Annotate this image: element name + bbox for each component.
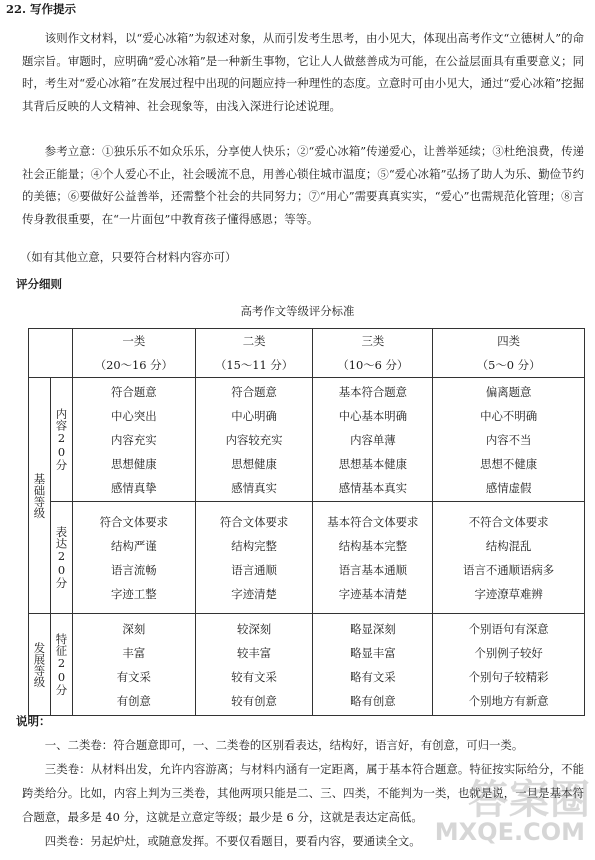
feature-label: 特征20分	[54, 633, 69, 696]
criterion: 个别句子较精彩	[468, 669, 549, 684]
level-basic-label: 基础等级	[32, 472, 47, 519]
header-name: 二类	[242, 334, 266, 348]
expression-cell-2	[195, 502, 313, 614]
content-cell-3	[313, 378, 433, 502]
criterion: 思想健康	[231, 456, 277, 471]
header-range: （20～16 分）	[94, 358, 173, 372]
criterion: 有创意	[116, 693, 151, 708]
criterion: 较丰富	[237, 645, 272, 660]
expression-label: 表达20分	[54, 526, 69, 589]
criterion: 思想基本健康	[338, 456, 408, 471]
content-cell-4	[433, 378, 585, 502]
criterion: 语言流畅	[111, 562, 157, 577]
content-cell-2	[195, 378, 313, 502]
criterion: 语言通顺	[231, 562, 277, 577]
section-title: 评分细则	[16, 277, 62, 291]
criterion: 字迹工整	[111, 586, 157, 601]
criterion: 较有文采	[231, 669, 277, 684]
criterion: 中心突出	[111, 408, 157, 423]
criterion: 略有创意	[350, 693, 396, 708]
criterion: 结构基本完整	[338, 538, 408, 553]
criterion: 字迹潦草难辨	[474, 586, 543, 601]
criterion: 不符合文体要求	[468, 514, 549, 529]
criterion: 内容较充实	[225, 432, 283, 447]
expression-cell-3	[313, 502, 433, 614]
criterion: 思想健康	[111, 456, 157, 471]
content-row	[29, 378, 585, 502]
expression-cell-1	[72, 502, 195, 614]
header-range: （5～0 分）	[476, 358, 541, 372]
criterion: 深刻	[122, 621, 146, 636]
criterion: 结构完整	[231, 538, 277, 553]
content-cell-1	[72, 378, 195, 502]
reference-ideas-paragraph: 参考立意：①独乐乐不如众乐乐，分享使人快乐；②“爱心冰箱”传递爱心，让善举延续；③杜绝浪费，传递社会正能量；④个人爱心不止，社会暖流不息，用善心锁住城市温度；⑤“爱心冰箱”弘扬了助人为乐、勤俭节约的美德；⑥要做好公益善举，还需整个社会的共同努力；⑦“用心”需要真真实实，“爱心”也需规范化管理；⑧言传身教很重要，在“一片面包”中教育孩子懂得感恩；等等。	[22, 144, 584, 226]
criterion: 基本符合题意	[338, 384, 408, 399]
criterion: 偏离题意	[485, 384, 532, 399]
grading-table	[28, 328, 585, 716]
criterion: 感情真挚	[111, 480, 157, 495]
criterion: 略显丰富	[350, 645, 396, 660]
criterion: 符合题意	[111, 384, 157, 399]
writing-tip-paragraph: 该则作文材料，以“爱心冰箱”为叙述对象，从而引发考生思考，由小见大，体现出高考作文“立德树人”的命题宗旨。审题时，应明确“爱心冰箱”是一种新生事物，它让人人做慈善成为可能，在公益层面具有重要意义；同时，考生对“爱心冰箱”在发展过程中出现的问题应持一种理性的态度。立意时可由小见大，通过“爱心冰箱”挖掘其背后反映的人文精神、社会现象等，由浅入深进行论述说理。	[22, 31, 584, 113]
explain-title: 说明：	[16, 714, 51, 728]
criterion: 较深刻	[237, 621, 272, 636]
feature-label-cell	[50, 614, 72, 716]
header-cell	[433, 329, 585, 378]
criterion: 语言不通顺语病多	[463, 562, 555, 577]
criterion: 内容单薄	[350, 432, 396, 447]
explain-class-3: 三类卷：从材料出发，允许内容游离；与材料内涵有一定距离，属于基本符合题意。特征按实际给分，不能跨类给分。比如，内容上判为三类卷，其他两项只能是二、三、四类，不能判为一类，也就是说，一旦是基本符合题意，最多是 40 分，这就是立意定等级；最少是 6 分，这就是表达定高低。	[22, 762, 584, 824]
feature-cell-3	[313, 614, 433, 716]
watermark-url: MXQE.COM	[434, 818, 585, 846]
criterion: 略有文采	[350, 669, 396, 684]
level-dev-label: 发展等级	[32, 641, 47, 688]
criterion: 个别例子较好	[474, 645, 543, 660]
corner-cell	[29, 329, 73, 378]
criterion: 中心明确	[231, 408, 277, 423]
criterion: 感情虚假	[485, 480, 532, 495]
feature-cell-2	[195, 614, 313, 716]
level-basic-cell	[29, 378, 51, 614]
level-dev-cell	[29, 614, 51, 716]
criterion: 符合文体要求	[219, 514, 289, 529]
watermark-logo: 答案圈	[468, 777, 591, 823]
header-cell	[313, 329, 433, 378]
criterion: 内容充实	[111, 432, 157, 447]
expression-row	[29, 502, 585, 614]
criterion: 结构严谨	[111, 538, 157, 553]
criterion: 内容不当	[485, 432, 532, 447]
criterion: 符合文体要求	[99, 514, 168, 529]
criterion: 结构混乱	[485, 538, 532, 553]
criterion: 思想不健康	[480, 456, 538, 471]
content-label: 内容20分	[54, 408, 69, 471]
criterion: 个别语句有深意	[468, 621, 549, 636]
criterion: 感情真实	[231, 480, 277, 495]
feature-row	[29, 614, 585, 716]
criterion: 有文采	[116, 669, 151, 684]
content-label-cell	[50, 378, 72, 502]
header-name: 四类	[497, 334, 521, 348]
criterion: 符合题意	[231, 384, 277, 399]
question-title: 22. 写作提示	[6, 2, 77, 16]
other-ideas-note: （如有其他立意，只要符合材料内容亦可）	[20, 250, 237, 264]
header-name: 三类	[361, 334, 385, 348]
criterion: 字迹基本清楚	[338, 586, 408, 601]
criterion: 略显深刻	[350, 621, 396, 636]
criterion: 语言基本通顺	[338, 562, 408, 577]
expression-label-cell	[50, 502, 72, 614]
feature-cell-4	[433, 614, 585, 716]
explain-class-4: 四类卷：另起炉灶，或随意发挥。不要仅看题目，要看内容，要通读全文。	[44, 834, 421, 848]
criterion: 字迹清楚	[231, 586, 277, 601]
criterion: 个别地方有新意	[468, 693, 549, 708]
header-cell	[195, 329, 313, 378]
criterion: 较有创意	[231, 693, 277, 708]
table-caption: 高考作文等级评分标准	[240, 304, 355, 318]
feature-cell-1	[72, 614, 195, 716]
explain-class-1-2: 一、二类卷：符合题意即可，一、二类卷的区别看表达，结构好，语言好，有创意，可归一类。	[44, 738, 524, 752]
header-name: 一类	[122, 334, 146, 348]
header-range: （10～6 分）	[337, 358, 409, 372]
table-header-row	[29, 329, 585, 378]
criterion: 中心不明确	[480, 408, 538, 423]
header-range: （15～11 分）	[215, 358, 294, 372]
expression-cell-4	[433, 502, 585, 614]
criterion: 基本符合文体要求	[327, 514, 419, 529]
header-cell	[72, 329, 195, 378]
criterion: 感情基本真实	[338, 480, 408, 495]
criterion: 丰富	[122, 645, 146, 660]
criterion: 中心基本明确	[338, 408, 408, 423]
